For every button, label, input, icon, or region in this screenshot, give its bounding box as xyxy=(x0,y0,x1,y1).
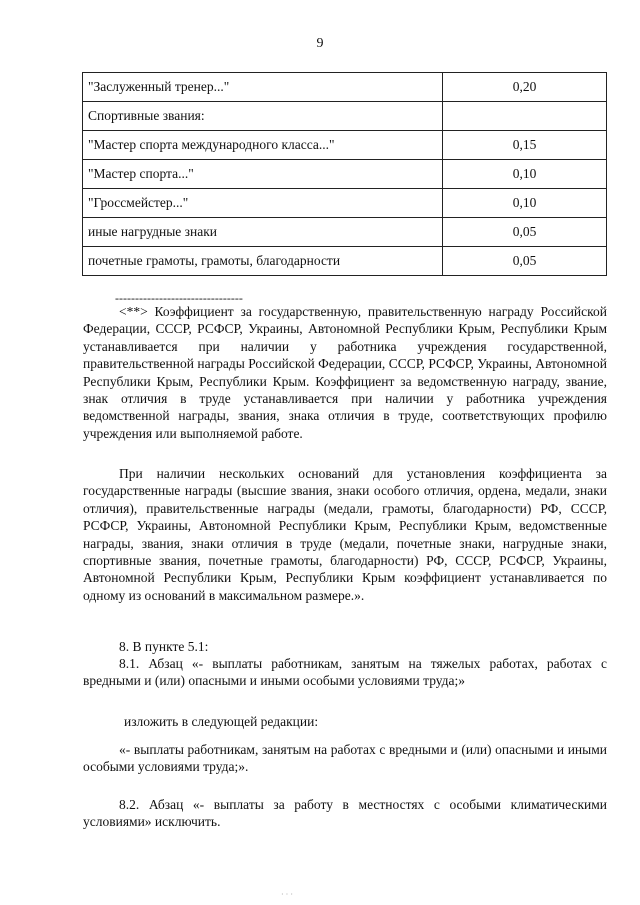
item-8-2-paragraph xyxy=(83,796,607,831)
table-cell-value: 0,20 xyxy=(443,73,607,102)
table-row xyxy=(83,131,607,160)
footnote-separator: -------------------------------- xyxy=(115,291,243,305)
table-cell-value: 0,15 xyxy=(443,131,607,160)
page-footer-mark: · · · xyxy=(281,890,293,899)
table-cell-name: Спортивные звания: xyxy=(83,102,443,131)
coefficient-table xyxy=(82,72,607,276)
new-wording-text: «- выплаты работникам, занятым на работах с вредными и (или) опасными и иными особыми условиями труда;». xyxy=(83,742,607,775)
table-row xyxy=(83,218,607,247)
footnote-paragraph xyxy=(83,303,607,442)
item-8-2-text: 8.2. Абзац «- выплаты за работу в местностях с особыми климатическими условиями» исключить. xyxy=(83,797,607,830)
page-number: 9 xyxy=(316,36,324,51)
footnote-text: <**> Коэффициент за государственную, правительственную награду Российской Федерации, СССР, РСФСР, Украины, Автономной Республики Крым, Республики Крым устанавливается при наличии у работника учреждения государственной, правительственной награды Российской Федерации, СССР, РСФСР, Украины, Автономной Республики Крым, Республики Крым. Коэффициент за ведомственную награду, звание, знак отличия в труде устанавливается при наличии у работника учреждения ведомственной награды, звания, знака отличия в труде, соответствующих профилю учреждения или выполняемой работе. xyxy=(83,304,607,441)
table-cell-value: 0,05 xyxy=(443,247,607,276)
table-row xyxy=(83,189,607,218)
table-cell-name: "Заслуженный тренер..." xyxy=(83,73,443,102)
item-8-1-text: 8.1. Абзац «- выплаты работникам, занятым на тяжелых работах, работах с вредными и (или) опасными и иными особыми условиями труда;» xyxy=(83,656,607,689)
table-cell-value: 0,10 xyxy=(443,160,607,189)
table-cell-name: почетные грамоты, грамоты, благодарности xyxy=(83,247,443,276)
edit-instruction: изложить в следующей редакции: xyxy=(124,714,319,729)
table-cell-value: 0,10 xyxy=(443,189,607,218)
table-row xyxy=(83,160,607,189)
item-8-1-paragraph xyxy=(83,655,607,690)
table-cell-name: иные нагрудные знаки xyxy=(83,218,443,247)
table-cell-value: 0,05 xyxy=(443,218,607,247)
table-cell-name: "Мастер спорта..." xyxy=(83,160,443,189)
table-row xyxy=(83,247,607,276)
new-wording-paragraph xyxy=(83,741,607,776)
multiple-grounds-text: При наличии нескольких оснований для установления коэффициента за государственные награды (высшие звания, знаки особого отличия, ордена, медали, знаки отличия), правительственные награды (медали, грамоты, благодарности) РФ, СССР, РСФСР, Украины, Автономной Республики Крым, Республики Крым, ведомственные награды, звания, знаки отличия в труде (медали, почетные знаки, нагрудные знаки, спортивные звания, почетные грамоты, благодарности) РФ, СССР, РСФСР, Украины, Автономной Республики Крым, Республики Крым коэффициент устанавливается по одному из оснований в максимальном размере.». xyxy=(83,466,607,603)
table-cell-value xyxy=(443,102,607,131)
table-cell-name: "Гроссмейстер..." xyxy=(83,189,443,218)
table-row xyxy=(83,73,607,102)
item-8-heading: 8. В пункте 5.1: xyxy=(119,639,209,654)
table-cell-name: "Мастер спорта международного класса..." xyxy=(83,131,443,160)
multiple-grounds-paragraph xyxy=(83,465,607,604)
table-row xyxy=(83,102,607,131)
